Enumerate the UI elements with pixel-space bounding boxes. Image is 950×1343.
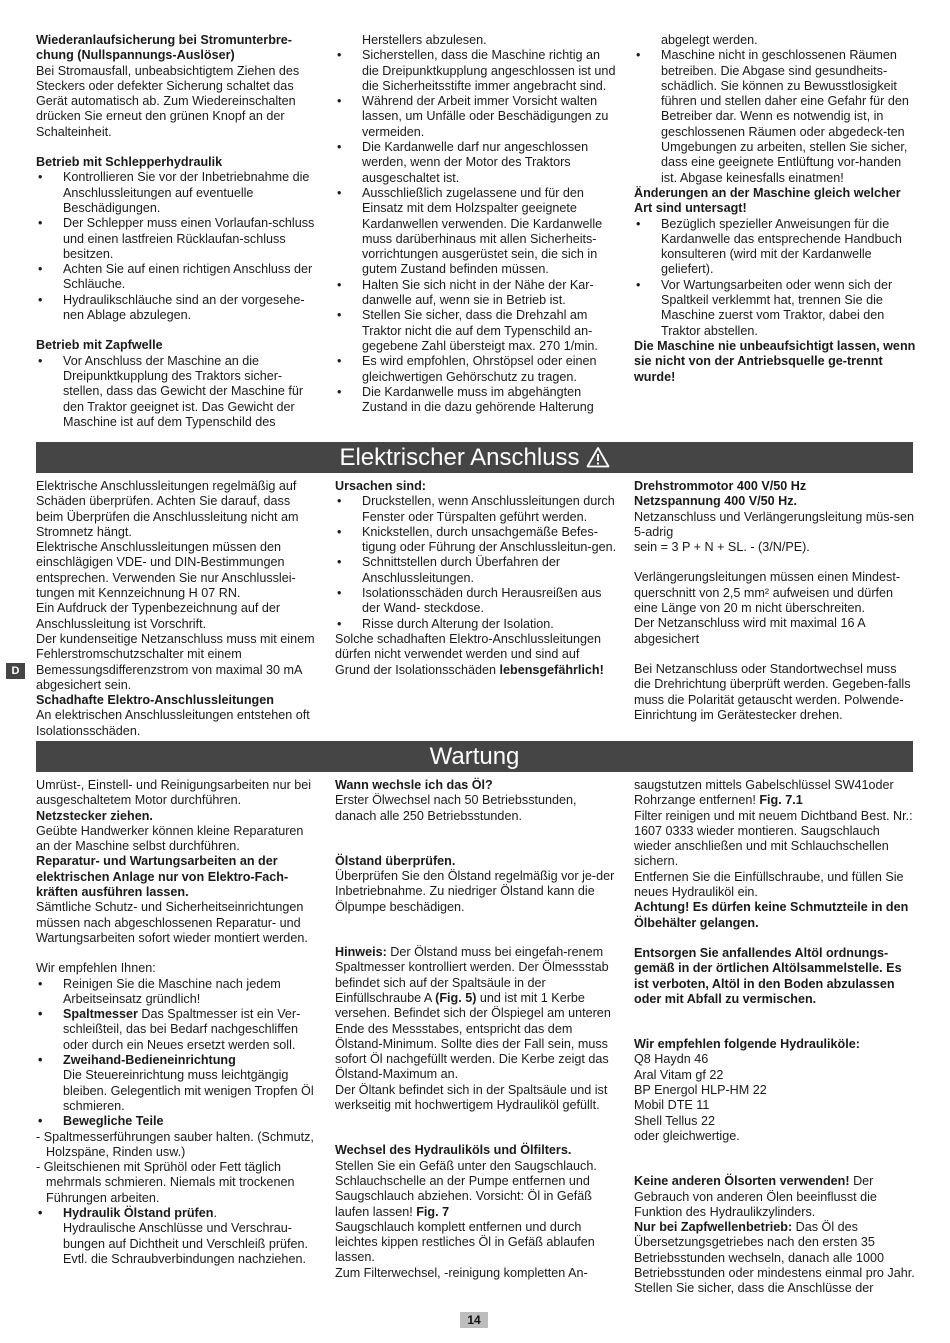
heading-aenderungen: Änderungen an der Maschine gleich welcher Art sind untersagt!: [634, 185, 901, 216]
heading-wiederanlaufsicherung: Wiederanlaufsicherung bei Stromunterbre-chung (Nullspannungs-Auslöser): [36, 33, 293, 63]
item-title: Spaltmesser: [63, 1007, 138, 1022]
paragraph: sein = 3 P + N + SL. - (3/N/PE).: [634, 540, 810, 555]
paragraph: Verlängerungsleitungen müssen einen Mindest-querschnitt von 2,5 mm² aufweisen und dürfen eine Länge von 20 m nicht überschreiten.: [634, 570, 901, 616]
text: saugstutzen mittels Gabelschlüssel SW41oder Rohrzange entfernen!: [634, 778, 894, 808]
continued-text: abgelegt werden.: [661, 33, 758, 47]
elektrisch-column-2: [335, 479, 617, 678]
list-item: • Vor Anschluss der Maschine an die Dreipunktkupplung des Traktors sicher-stellen, dass das Gewicht der Maschine für den Traktor geeignet ist. Das Gewicht der Maschine ist auf dem Typenschild des: [36, 354, 318, 430]
paragraph: Sämtliche Schutz- und Sicherheitseinrichtungen müssen nach abgeschlossenen Reparatur- und Wartungsarbeiten sofort wieder montiert werden.: [36, 900, 308, 945]
section-title: Elektrischer Anschluss: [339, 444, 580, 471]
heading-reparatur: Reparatur- und Wartungsarbeiten an der elektrischen Anlage nur von Elektro-Fach-kräften ausführen lassen.: [36, 854, 289, 900]
paragraph: Netzanschluss und Verlängerungsleitung müs-sen 5-adrig: [634, 509, 915, 539]
paragraph: [634, 1220, 916, 1296]
list-item: • Stellen Sie sicher, dass die Drehzahl am Traktor nicht die auf dem Typenschild an-gegebene Zahl übersteigt max. 270 1/min.: [335, 308, 617, 354]
figure-ref: Fig. 7.1: [759, 793, 803, 808]
paragraph: Entfernen Sie die Einfüllschraube, und füllen Sie neues Hydrauliköl ein.: [634, 869, 904, 900]
oil-item: Aral Vitam gf 22: [634, 1067, 724, 1082]
section-header-elektrischer-anschluss: [36, 442, 913, 473]
heading-oelstand: Ölstand überprüfen.: [335, 853, 456, 868]
list-item: • Die Kardanwelle muss im abgehängten Zustand in die dazu gehörende Halterung: [335, 385, 617, 416]
top-column-1: [36, 33, 318, 430]
dash-item: - Spaltmesserführungen sauber halten. (Schmutz, Holzspäne, Rinden usw.): [36, 1129, 314, 1159]
list-item: • Bezüglich spezieller Anweisungen für die Kardanwelle das entsprechende Handbuch konsulteren (wird mit der Kardanwelle geliefert).: [634, 217, 916, 278]
list-item: • Isolationsschäden durch Herausreißen aus der Wand- steckdose.: [335, 586, 617, 617]
list-item: • Druckstellen, wenn Anschlussleitungen durch Fenster oder Türspalten geführt werden.: [335, 494, 617, 525]
dash-item: - Gleitschienen mit Sprühöl oder Fett täglich mehrmals schmieren. Niemals mit trockenen Führungen arbeiten.: [36, 1160, 295, 1205]
oil-item: Q8 Haydn 46: [634, 1052, 709, 1067]
paragraph: Der kundenseitige Netzanschluss muss mit einem Fehlerstromschutzschalter mit einem Bemessungsdifferenzstrom von maximal 30 mA abgesichert sein.: [36, 631, 315, 692]
oil-item: BP Energol HLP-HM 22: [634, 1083, 767, 1098]
figure-ref: (Fig. 5): [435, 990, 477, 1005]
paragraph: Elektrische Anschlussleitungen regelmäßig auf Schäden überprüfen. Achten Sie darauf, dass beim Überprüfen die Anschlussleitung nicht am Stromnetz hängt.: [36, 479, 299, 539]
list-item: • Maschine nicht in geschlossenen Räumen betreiben. Die Abgase sind gesundheits-schädlich. Sie können zu Bewusstlosigkeit führen und stellen daher eine Gefahr für den Betreiber dar. Wenn es notwendig ist, in geschlossenen Räumen oder abgedeck-ten Umgebungen zu arbeiten, stellen Sie sicher, dass eine geeignete Entlüftung vor-handen ist. Abgase keinesfalls einatmen!: [634, 48, 916, 186]
paragraph: [634, 1174, 916, 1220]
heading-wechsel-hydraulikoel: Wechsel des Hydrauliköls und Ölfilters.: [335, 1143, 572, 1158]
list-item: • Achten Sie auf einen richtigen Anschluss der Schläuche.: [36, 262, 318, 293]
item-title: Hydraulik Ölstand prüfen: [63, 1206, 214, 1221]
list-item: • Vor Wartungsarbeiten oder wenn sich der Spaltkeil verklemmt hat, trennen Sie die Maschine zuerst vom Traktor, dabei den Traktor abstellen.: [634, 278, 916, 339]
paragraph: Erster Ölwechsel nach 50 Betriebsstunden, danach alle 250 Betriebsstunden.: [335, 793, 577, 823]
list-item-title: • Zweihand-Bedieneinrichtung: [36, 1053, 318, 1068]
continued-text: Herstellers abzulesen.: [362, 33, 487, 47]
paragraph: Der Netzanschluss wird mit maximal 16 A abgesichert: [634, 616, 865, 646]
heading-schadhafte-leitungen: Schadhafte Elektro-Anschlussleitungen: [36, 693, 274, 708]
paragraph: Zum Filterwechsel, -reinigung kompletten An-: [335, 1265, 588, 1280]
emphasis: Keine anderen Ölsorten verwenden!: [634, 1174, 850, 1189]
section-title: Wartung: [429, 743, 520, 770]
heading-drehstrommotor: Drehstrommotor 400 V/50 Hz: [634, 479, 807, 493]
text: Stellen Sie ein Gefäß unter den Saugschlauch. Schlauchschelle an der Pumpe entfernen und Saugschlauch abziehen. Vorsicht: Öl in Gefäß laufen lassen!: [335, 1158, 597, 1219]
list-item: • Während der Arbeit immer Vorsicht walten lassen, um Unfälle oder Beschädigungen zu vermeiden.: [335, 94, 617, 140]
paragraph: [634, 778, 916, 809]
paragraph: oder gleichwertige.: [634, 1128, 740, 1143]
section-header-wartung: [36, 741, 913, 772]
page-number: 14: [460, 1312, 488, 1328]
list-item: • Der Schlepper muss einen Vorlaufan-schluss und einen lastfreien Rücklaufan-schluss besitzen.: [36, 216, 318, 262]
paragraph: Überprüfen Sie den Ölstand regelmäßig vor je-der Inbetriebnahme. Zu niedriger Ölstand kann die Ölpumpe beschädigen.: [335, 869, 615, 914]
list-item: • Hydraulik Ölstand prüfen.: [36, 1206, 318, 1221]
top-column-3: [634, 33, 916, 385]
warning-text: Die Maschine nie unbeaufsichtigt lassen, wenn sie nicht von der Antriebsquelle ge-trennt wurde!: [634, 338, 916, 384]
top-column-2: [335, 33, 617, 415]
paragraph: [335, 1159, 617, 1220]
text: Das Öl des Übersetzungsgetriebes nach den ersten 35 Betriebsstunden wechseln, danach alle 1000 Betriebsstunden oder mindestens einmal pro Jahr. Stellen Sie sicher, dass die Anschlüsse der: [634, 1220, 915, 1296]
oil-item: Mobil DTE 11: [634, 1098, 710, 1113]
paragraph: Filter reinigen und mit neuem Dichtband Best. Nr.: 1607 0333 wieder montieren. Saugschlauch wieder anschließen und mit Schlauchschellen sichern.: [634, 808, 913, 869]
list-item: • Die Kardanwelle darf nur angeschlossen werden, wenn der Motor des Traktors ausgeschaltet ist.: [335, 140, 617, 186]
list-item: • Halten Sie sich nicht in der Nähe der Kar-danwelle auf, wenn sie in Betrieb ist.: [335, 278, 617, 309]
list-item-text: Hydraulische Anschlüsse und Verschrau-bungen auf Dichtheit und Verschleiß prüfen. Evtl. die Schraubverbindungen nachziehen.: [63, 1221, 309, 1266]
warning-triangle-icon: [586, 445, 610, 476]
paragraph: Ein Aufdruck der Typenbezeichnung auf der Anschlussleitung ist Vorschrift.: [36, 601, 281, 631]
heading-schlepperhydraulik: Betrieb mit Schlepperhydraulik: [36, 155, 223, 170]
paragraph: Der Öltank befindet sich in der Spaltsäule und ist werkseitig mit hochwertigem Hydrauliköl gefüllt.: [335, 1082, 608, 1113]
paragraph: Saugschlauch komplett entfernen und durch leichtes kippen restliches Öl in Gefäß ablaufen lassen.: [335, 1219, 595, 1265]
elektrisch-column-1: [36, 479, 318, 739]
heading-oelwechsel: Wann wechsle ich das Öl?: [335, 778, 493, 792]
list-item: • Knickstellen, durch unsachgemäße Befes-tigung oder Führung der Anschlussleitun-gen.: [335, 525, 617, 556]
heading-netzspannung: Netzspannung 400 V/50 Hz.: [634, 494, 798, 509]
paragraph: Umrüst-, Einstell- und Reinigungsarbeiten nur bei ausgeschaltetem Motor durchführen.: [36, 778, 312, 808]
list-item: • Ausschließlich zugelassene und für den Einsatz mit dem Holzspalter geeignete Kardanwellen verwenden. Die Kardanwelle muss darüberhinaus mit allen Sicherheits-vorrichtungen ausgerüstet sein, die sich in gutem Zustand befinden müssen.: [335, 186, 617, 278]
paragraph: Bei Netzanschluss oder Standortwechsel muss die Drehrichtung überprüft werden. Gegeben-falls muss die Polarität getauscht werden. Polwende-Einrichtung im Gerätestecker drehen.: [634, 661, 911, 722]
language-tab: D: [6, 663, 25, 679]
figure-ref: Fig. 7: [416, 1204, 450, 1219]
heading-hydraulikoele: Wir empfehlen folgende Hydrauliköle:: [634, 1037, 860, 1052]
emphasis: lebensgefährlich!: [499, 662, 604, 677]
wartung-column-2: [335, 778, 617, 1281]
elektrisch-column-3: [634, 479, 916, 723]
list-item: • Schnittstellen durch Überfahren der Anschlussleitungen.: [335, 555, 617, 586]
hint-paragraph: [335, 945, 617, 1083]
warning-text: Achtung! Es dürfen keine Schmutzteile in den Ölbehälter gelangen.: [634, 900, 909, 930]
wartung-column-3: [634, 778, 916, 1297]
paragraph: An elektrischen Anschlussleitungen entstehen oft Isolationsschäden.: [36, 708, 310, 738]
list-item: • Es wird empfohlen, Ohrstöpsel oder einen gleichwertigen Gehörschutz zu tragen.: [335, 354, 617, 385]
text: Solche schadhaften Elektro-Anschlussleitungen dürfen nicht verwendet werden und sind auf Grund der Isolationsschäden: [335, 631, 602, 677]
heading-netzstecker: Netzstecker ziehen.: [36, 808, 153, 823]
text: Der Ölstand muss bei eingefah-renem Spaltmesser kontrolliert werden. Der Ölmessstab befindet sich auf der Spaltsäule in der Einfüllschraube A: [335, 945, 609, 1005]
list-item: • Kontrollieren Sie vor der Inbetriebnahme die Anschlussleitungen auf eventuelle Beschädigungen.: [36, 170, 318, 216]
item-text: Das Spaltmesser ist ein Ver-schleißteil, das bei Bedarf nachgeschliffen oder durch ein Neues ersetzt werden soll.: [63, 1007, 301, 1052]
list-item-text: Die Steuereinrichtung muss leichtgängig bleiben. Gelegentlich mit wenigen Tropfen Öl schmieren.: [63, 1068, 314, 1113]
list-item: • Risse durch Alterung der Isolation.: [335, 617, 617, 632]
list-item: • Sicherstellen, dass die Maschine richtig an die Dreipunktkupplung angeschlossen ist und die Sicherheitsstifte immer angebracht sind.: [335, 48, 617, 94]
paragraph: Wir empfehlen Ihnen:: [36, 961, 156, 976]
list-item: • Hydraulikschläuche sind an der vorgesehe-nen Ablage abzulegen.: [36, 293, 318, 324]
paragraph: Geübte Handwerker können kleine Reparaturen an der Maschine selbst durchführen.: [36, 823, 304, 854]
list-item-title: • Bewegliche Teile: [36, 1114, 318, 1129]
hint-label: Hinweis:: [335, 945, 387, 960]
heading-ursachen: Ursachen sind:: [335, 479, 426, 493]
paragraph: [335, 632, 617, 678]
emphasis: Nur bei Zapfwellenbetrieb:: [634, 1220, 793, 1235]
list-item: [36, 1007, 318, 1053]
wartung-column-1: [36, 778, 318, 1267]
list-item: • Reinigen Sie die Maschine nach jedem Arbeitseinsatz gründlich!: [36, 977, 318, 1008]
disposal-notice: Entsorgen Sie anfallendes Altöl ordnungs-gemäß in der örtlichen Altölsammelstelle. Es ist verboten, Altöl in den Boden abzulassen oder mit Abfall zu vermischen.: [634, 945, 902, 1006]
heading-zapfwelle: Betrieb mit Zapfwelle: [36, 338, 163, 353]
text: Der Gebrauch von anderen Ölen beeinflusst die Funktion des Hydraulikzylinders.: [634, 1174, 877, 1219]
paragraph: Elektrische Anschlussleitungen müssen den einschlägigen VDE- und DIN-Bestimmungen entsprechen. Verwenden Sie nur Anschlusslei-tungen mit Kennzeichnung H 07 RN.: [36, 540, 296, 601]
oil-item: Shell Tellus 22: [634, 1113, 715, 1128]
paragraph: Bei Stromausfall, unbeabsichtigtem Ziehen des Steckers oder defekter Sicherung schaltet das Gerät automatisch ab. Zum Wiedereinschalten drücken Sie erneut den grünen Knopf an der Schalteinheit.: [36, 63, 300, 139]
text: und ist mit 1 Kerbe versehen. Befindet sich der Ölspiegel am unteren Ende des Messstabes, entspricht das dem Ölstand-Minimum. Sollte dies der Fall sein, muss sofort Öl nachgefüllt werden. Die Kerbe zeigt das Ölstand-Maximum an.: [335, 990, 611, 1082]
